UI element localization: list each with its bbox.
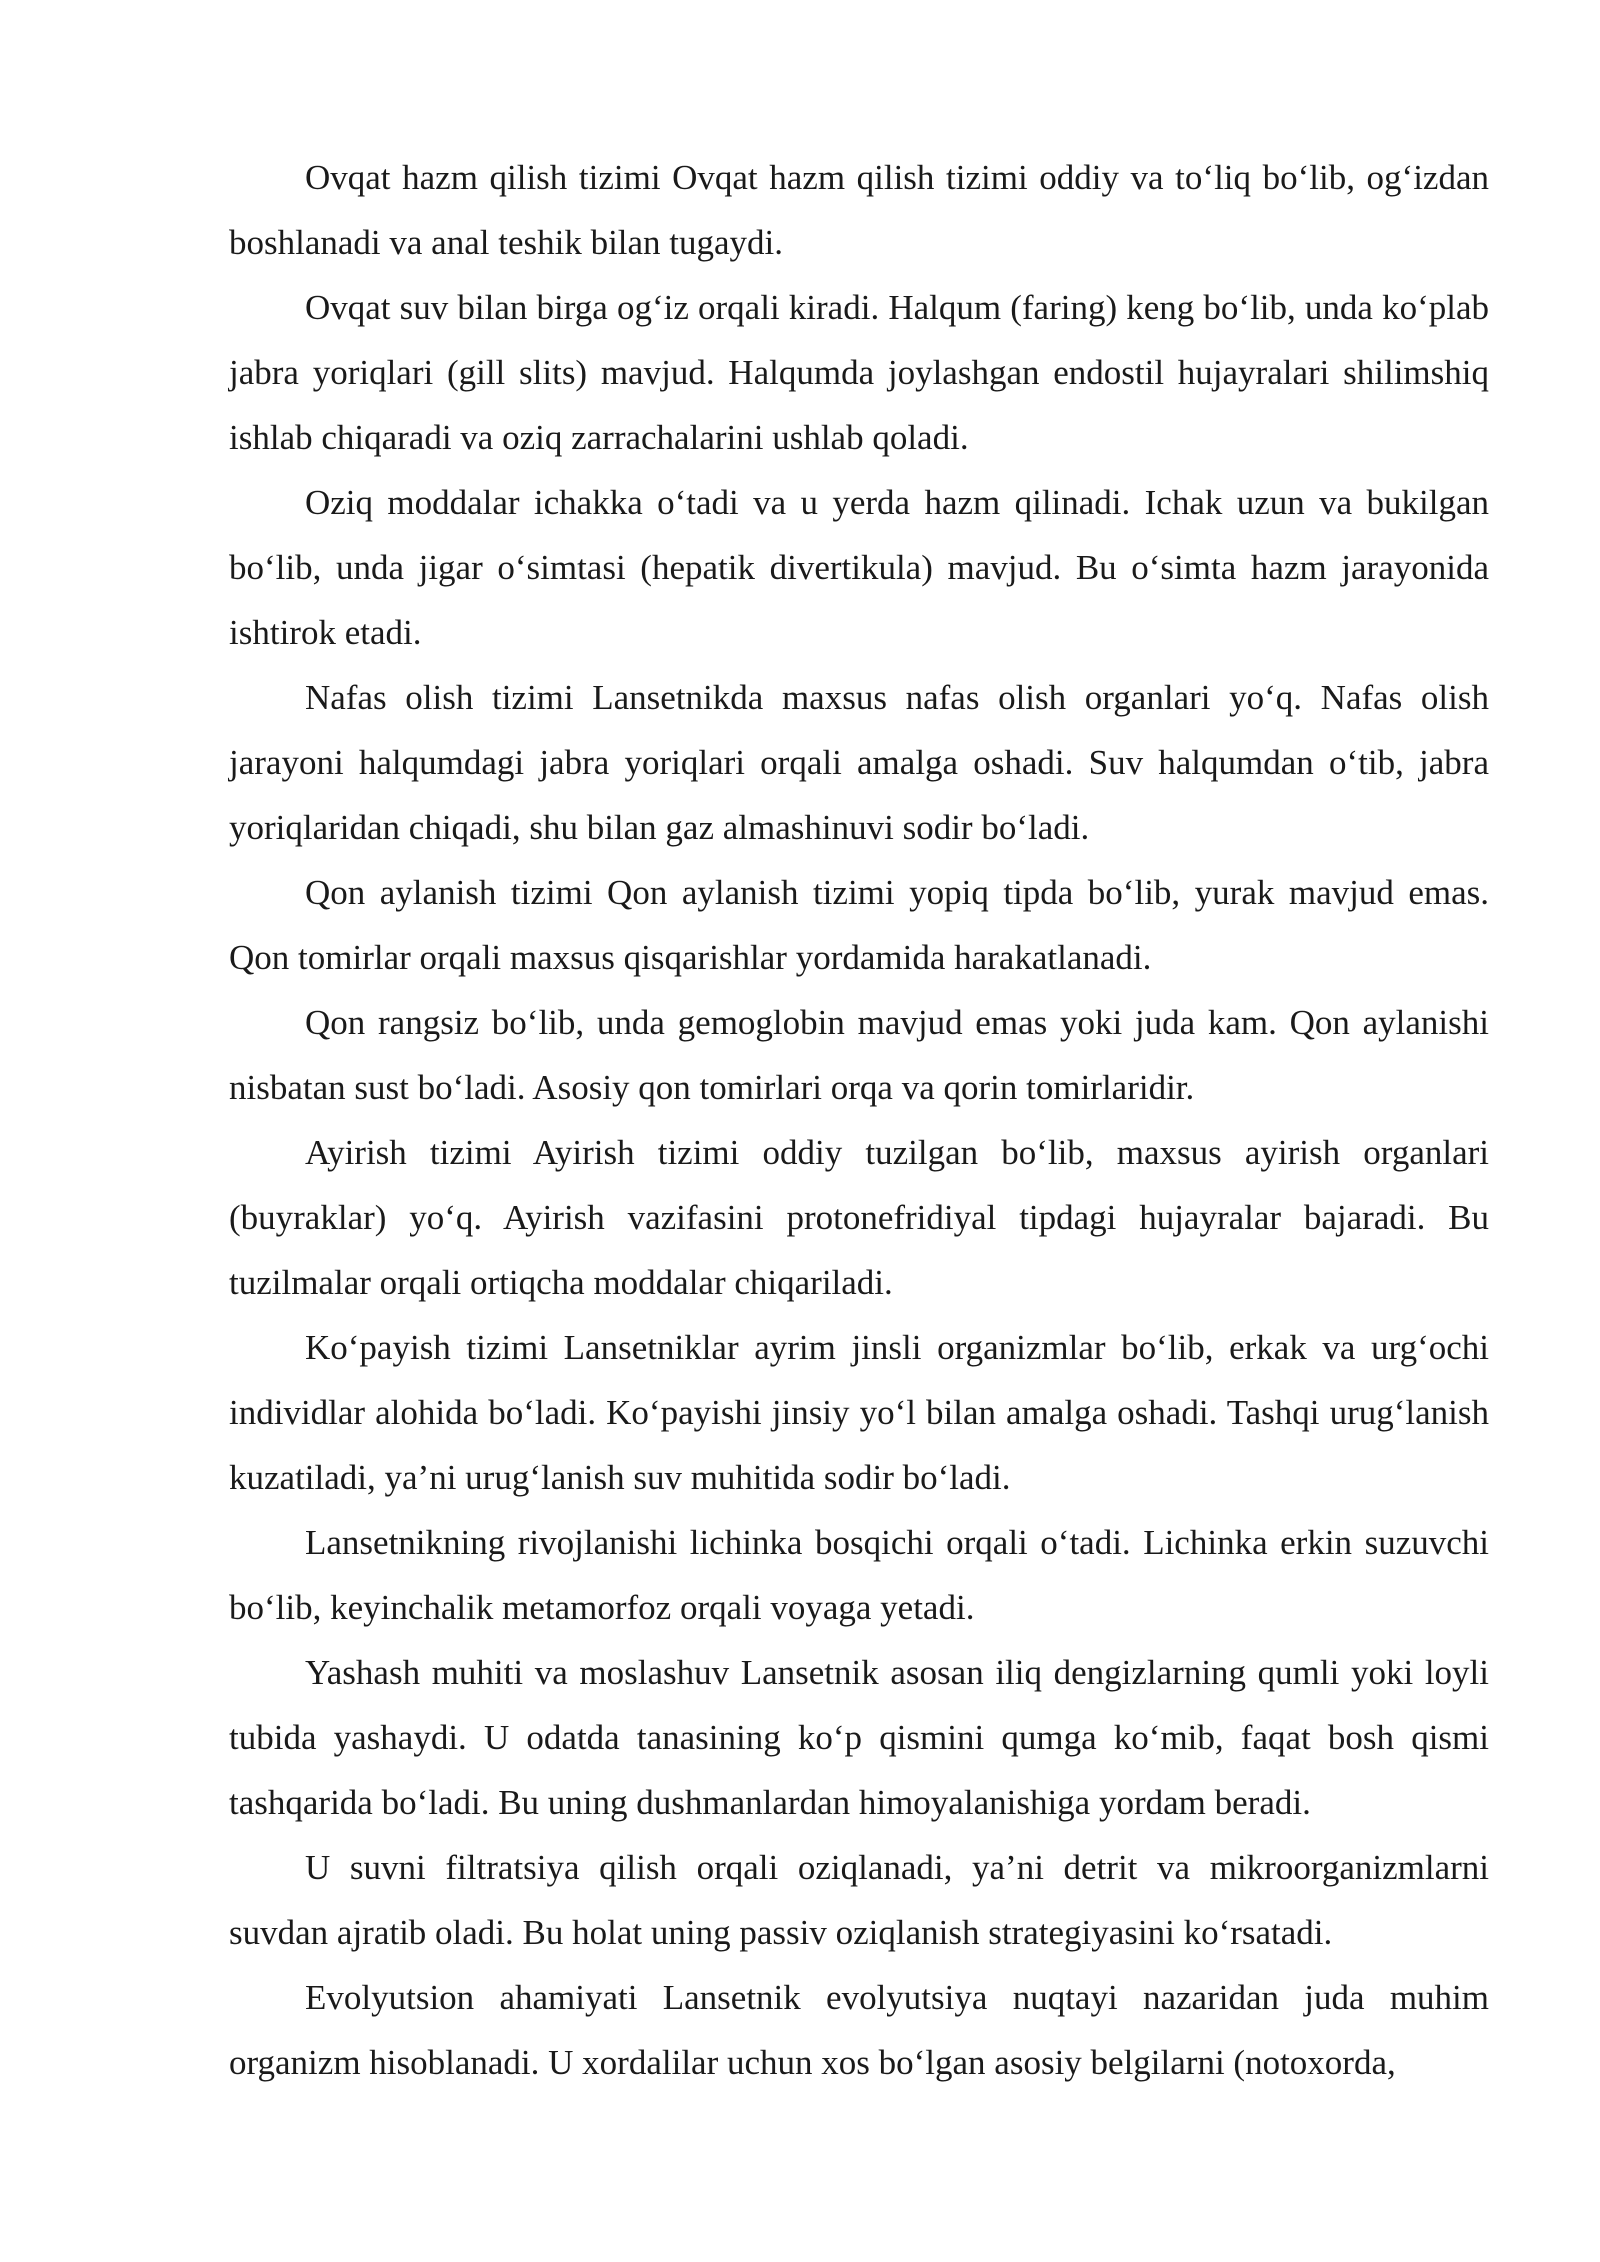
paragraph-evolutionary-significance: Evolyutsion ahamiyati Lansetnik evolyutsiya nuqtayi nazaridan juda muhim organizm hisoblanadi. U xordalilar uchun xos bo‘lgan asosiy belgilarni (notoxorda,: [229, 1978, 1489, 2082]
paragraph-circulatory-system: Qon aylanish tizimi Qon aylanish tizimi yopiq tipda bo‘lib, yurak mavjud emas. Qon tomirlar orqali maxsus qisqarishlar yordamida harakatlanadi.: [229, 873, 1489, 977]
paragraph-habitat: Yashash muhiti va moslashuv Lansetnik asosan iliq dengizlarning qumli yoki loyli tubida yashaydi. U odatda tanasining ko‘p qismini qumga ko‘mib, faqat bosh qismi tashqarida bo‘ladi. Bu uning dushmanlardan himoyalanishiga yordam beradi.: [229, 1653, 1489, 1822]
paragraph-reproductive-system: Ko‘payish tizimi Lansetniklar ayrim jinsli organizmlar bo‘lib, erkak va urg‘ochi individlar alohida bo‘ladi. Ko‘payishi jinsiy yo‘l bilan amalga oshadi. Tashqi urug‘lanish kuzatiladi, ya’ni urug‘lanish suv muhitida sodir bo‘ladi.: [229, 1328, 1489, 1497]
paragraph-feeding: U suvni filtratsiya qilish orqali oziqlanadi, ya’ni detrit va mikroorganizmlarni suvdan ajratib oladi. Bu holat uning passiv oziqlanish strategiyasini ko‘rsatadi.: [229, 1848, 1489, 1952]
paragraph-food-intake: Ovqat suv bilan birga og‘iz orqali kiradi. Halqum (faring) keng bo‘lib, unda ko‘plab jabra yoriqlari (gill slits) mavjud. Halqumda joylashgan endostil hujayralari shilimshiq ishlab chiqaradi va oziq zarrachalarini ushlab qoladi.: [229, 288, 1489, 457]
paragraph-excretory-system: Ayirish tizimi Ayirish tizimi oddiy tuzilgan bo‘lib, maxsus ayirish organlari (buyraklar) yo‘q. Ayirish vazifasini protonefridiyal tipdagi hujayralar bajaradi. Bu tuzilmalar orqali ortiqcha moddalar chiqariladi.: [229, 1133, 1489, 1302]
paragraph-intestine: Oziq moddalar ichakka o‘tadi va u yerda hazm qilinadi. Ichak uzun va bukilgan bo‘lib, unda jigar o‘simtasi (hepatik divertikula) mavjud. Bu o‘simta hazm jarayonida ishtirok etadi.: [229, 483, 1489, 652]
paragraph-digestive-system: Ovqat hazm qilish tizimi Ovqat hazm qilish tizimi oddiy va to‘liq bo‘lib, og‘izdan boshlanadi va anal teshik bilan tugaydi.: [229, 158, 1489, 262]
paragraph-blood: Qon rangsiz bo‘lib, unda gemoglobin mavjud emas yoki juda kam. Qon aylanishi nisbatan sust bo‘ladi. Asosiy qon tomirlari orqa va qorin tomirlaridir.: [229, 1003, 1489, 1107]
document-body: [229, 145, 1489, 2095]
paragraph-respiratory-system: Nafas olish tizimi Lansetnikda maxsus nafas olish organlari yo‘q. Nafas olish jarayoni halqumdagi jabra yoriqlari orqali amalga oshadi. Suv halqumdan o‘tib, jabra yoriqlaridan chiqadi, shu bilan gaz almashinuvi sodir bo‘ladi.: [229, 678, 1489, 847]
paragraph-development: Lansetnikning rivojlanishi lichinka bosqichi orqali o‘tadi. Lichinka erkin suzuvchi bo‘lib, keyinchalik metamorfoz orqali voyaga yetadi.: [229, 1523, 1489, 1627]
